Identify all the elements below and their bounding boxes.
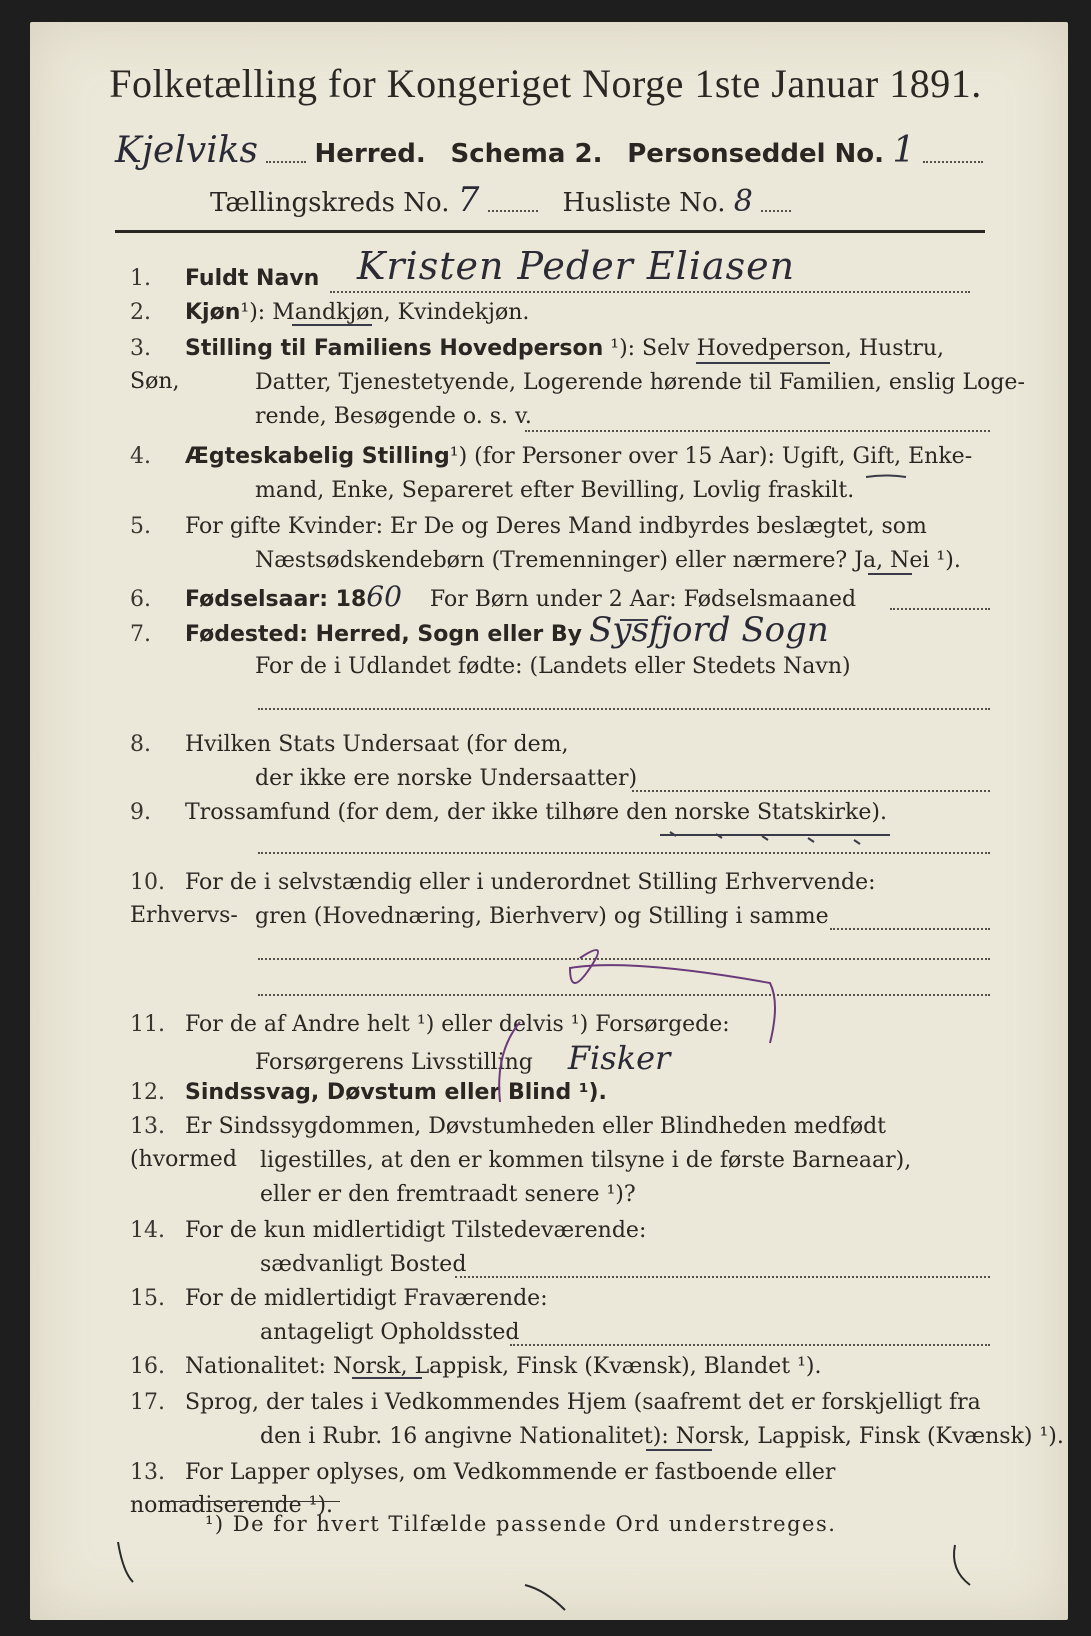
item-9: 9. Trossamfund (for dem, der ikke tilhøre den norske Statskirke). (130, 800, 887, 825)
herred-handwritten: Kjelviks (115, 130, 259, 171)
item-7: 7. Fødested: Herred, Sogn eller By Sysfjord Sogn (130, 610, 829, 650)
item-2: 2. Kjøn¹): Mandkjøn, Kvindekjøn. (130, 300, 530, 325)
item-15: 15. For de midlertidigt Fraværende: (130, 1286, 548, 1311)
item-17: 17. Sprog, der tales i Vedkommendes Hjem (saafremt det er forskjelligt fra (130, 1390, 981, 1415)
form-title: Folketælling for Kongeriget Norge 1ste Januar 1891. (109, 61, 982, 106)
item-5: 5. For gifte Kvinder: Er De og Deres Mand indbyrdes beslægtet, som (130, 514, 927, 539)
full-name-handwritten: Kristen Peder Eliasen (357, 244, 796, 288)
item-3: 3. Stilling til Familiens Hovedperson ¹): Selv Hovedperson, Hustru, Søn, (130, 336, 945, 394)
item-8: 8. Hvilken Stats Undersaat (for dem, (130, 732, 569, 757)
item-1: 1. Fuldt Navn (130, 266, 320, 291)
item-14: 14. For de kun midlertidigt Tilstedeværende: (130, 1218, 647, 1243)
item-16: 16. Nationalitet: Norsk, Lappisk, Finsk (Kvænsk), Blandet ¹). (130, 1354, 822, 1379)
husliste-handwritten: 8 (733, 184, 753, 219)
item-13: 13. Er Sindssygdommen, Døvstumheden eller Blindheden medfødt (hvormed (130, 1114, 887, 1172)
provider-occupation-handwritten: Fisker (567, 1039, 671, 1077)
kreds-handwritten: 7 (457, 180, 480, 220)
item-10: 10. For de i selvstændig eller i underordnet Stilling Erhvervende: Erhvervs- (130, 870, 876, 928)
footnote: ¹) De for hvert Tilfælde passende Ord understreges. (205, 1512, 837, 1536)
item-4: 4. Ægteskabelig Stilling¹) (for Personer over 15 Aar): Ugift, Gift, Enke- (130, 444, 973, 469)
item-11: 11. For de af Andre helt ¹) eller delvis ¹) Forsørgede: (130, 1012, 730, 1037)
item-12: 12. Sindssvag, Døvstum eller Blind ¹). (130, 1080, 607, 1105)
item-18: 13. For Lapper oplyses, om Vedkommende er fastboende eller nomadiserende ¹). (130, 1460, 836, 1518)
header-line-herred: Kjelviks Herred. Schema 2. Personseddel No. 1 (115, 130, 995, 171)
header-line-kreds: Tællingskreds No. 7 Husliste No. 8 (210, 180, 930, 220)
personseddel-handwritten: 1 (892, 130, 916, 171)
birthplace-handwritten: Sysfjord Sogn (588, 610, 829, 650)
item-6: 6. Fødselsaar: 1860 For Børn under 2 Aar: Fødselsmaaned (130, 580, 857, 613)
